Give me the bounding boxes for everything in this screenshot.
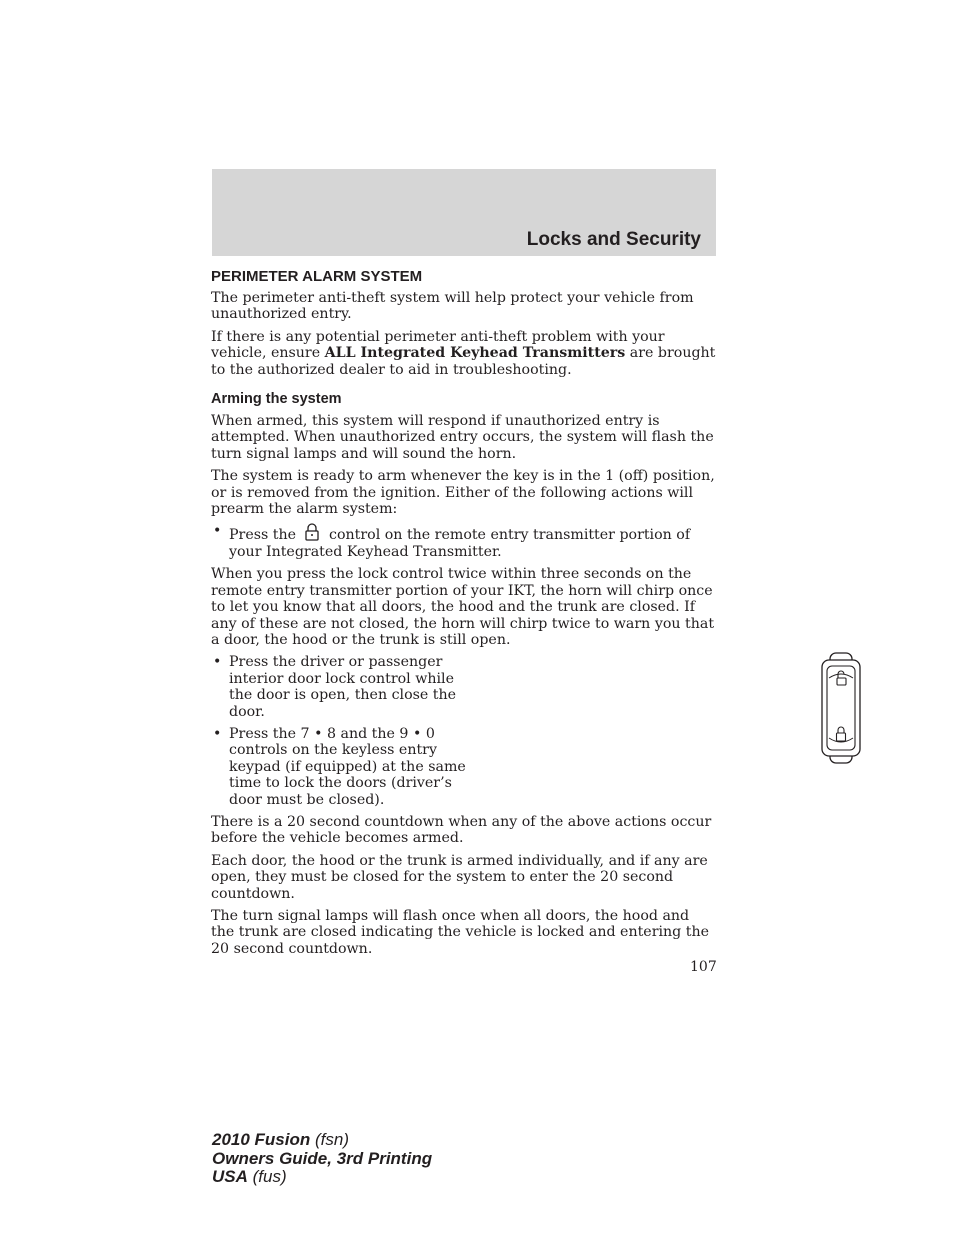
footer-line [212, 1131, 432, 1150]
text-run: Press the [229, 527, 301, 544]
bullet-item [211, 523, 716, 560]
bold-text: ALL Integrated Keyhead Transmitters [324, 345, 626, 362]
bullet-column [211, 654, 466, 814]
page-content [211, 268, 716, 963]
page-number: 107 [690, 959, 717, 975]
bullet-item: • Press the 7 • 8 and the 9 • 0 controls on the keyless entry keypad (if equipped) at the same time to lock the doors (driver’s door must be closed). [211, 726, 466, 808]
figure-column [466, 654, 716, 814]
text-run: If there is any potential perimeter anti-theft problem with your vehicle, ensure [211, 328, 665, 362]
section-heading: PERIMETER ALARM SYSTEM [211, 268, 423, 285]
paragraph: Each door, the hood or the trunk is armed individually, and if any are open, they must be closed for the system to enter the 20 second countdown. [211, 852, 708, 902]
paragraph: There is a 20 second countdown when any of the above actions occur before the vehicle becomes armed. [211, 813, 712, 847]
subsection-heading: Arming the system [211, 391, 342, 408]
bullet-item: • Press the driver or passenger interior door lock control while the door is open, then close the door. [211, 654, 466, 720]
lock-icon [303, 523, 321, 541]
bullets-with-figure [211, 654, 716, 814]
footer-line: Owners Guide, 3rd Printing [212, 1148, 433, 1168]
footer-region-code: (fus) [247, 1167, 287, 1186]
paragraph: The turn signal lamps will flash once when all doors, the hood and the trunk are closed indicating the vehicle is locked and entering the 20 second countdown. [211, 908, 709, 957]
door-lock-switch-figure [816, 652, 866, 764]
footer-line [212, 1168, 432, 1187]
chapter-header-band [212, 169, 716, 256]
paragraph [211, 329, 716, 378]
footer-model-code: (fsn) [310, 1130, 349, 1149]
footer-region: USA [212, 1167, 248, 1186]
paragraph: When you press the lock control twice within three seconds on the remote entry transmitter portion of your IKT, the horn will chirp once to let you know that all doors, the hood and the trunk are closed. If any of these are not closed, the horn will chirp twice to warn you that a door, the hood or the trunk is still open. [211, 566, 715, 648]
document-footer [212, 1131, 432, 1187]
paragraph: When armed, this system will respond if unauthorized entry is attempted. When unauthorized entry occurs, the system will flash the turn signal lamps and will sound the horn. [211, 413, 714, 462]
text-run: are brought to the authorized dealer to aid in troubleshooting. [211, 345, 716, 378]
paragraph: The perimeter anti-theft system will help protect your vehicle from unauthorized entry. [211, 290, 694, 323]
chapter-title: Locks and Security [526, 229, 701, 250]
paragraph: The system is ready to arm whenever the key is in the 1 (off) position, or is removed from the ignition. Either of the following actions will prearm the alarm system: [211, 468, 715, 518]
footer-model: 2010 Fusion [212, 1130, 311, 1149]
text-run: control on the remote entry transmitter portion of your Integrated Keyhead Transmitter. [229, 527, 691, 560]
